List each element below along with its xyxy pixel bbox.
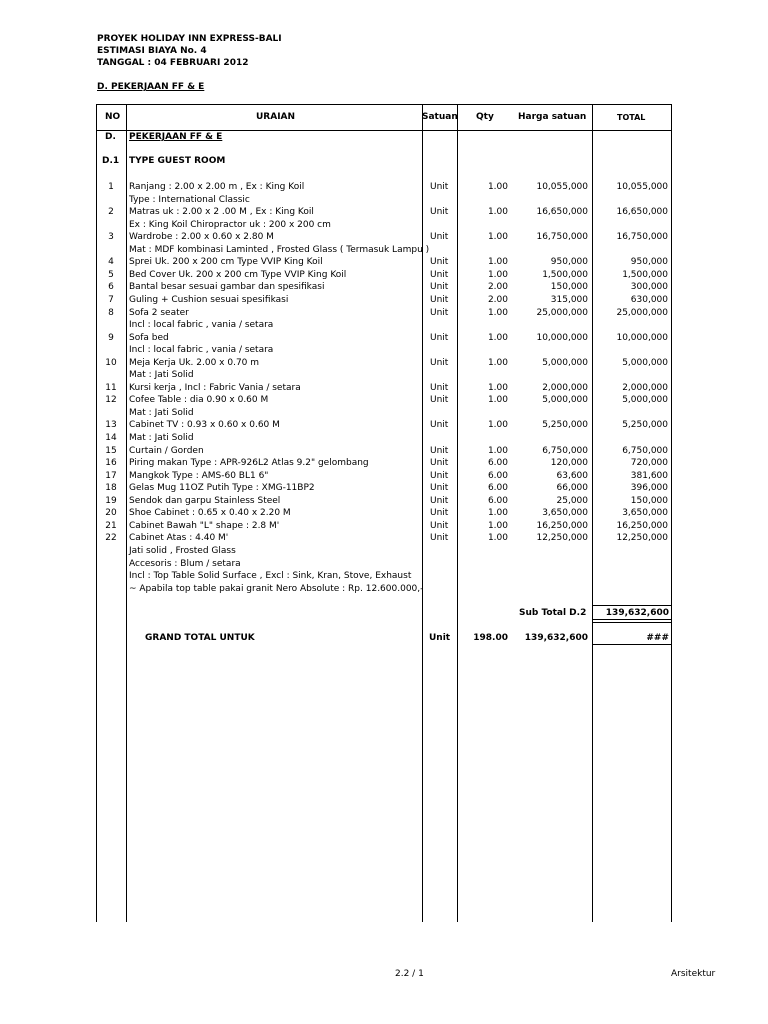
- row-price: 5,000,000: [542, 358, 588, 368]
- row-total: 16,750,000: [616, 232, 668, 242]
- row-qty: 1.00: [487, 308, 508, 318]
- row-total: 5,000,000: [622, 358, 668, 368]
- row-qty: 1.00: [487, 270, 508, 280]
- row-price: 1,500,000: [542, 270, 588, 280]
- row-price: 25,000,000: [536, 308, 588, 318]
- row-price: 66,000: [556, 483, 588, 493]
- row-no: 15: [105, 446, 117, 456]
- row-unit: Unit: [430, 508, 449, 518]
- subtotal-top-line: [593, 605, 671, 606]
- table-header-border: [96, 130, 672, 131]
- row-qty: 1.00: [487, 383, 508, 393]
- row-total: 6,750,000: [622, 446, 668, 456]
- row-no: 13: [105, 420, 117, 430]
- row-unit: Unit: [430, 232, 449, 242]
- row-price: 63,600: [556, 471, 588, 481]
- row-unit: Unit: [430, 521, 449, 531]
- col-header-harga: Harga satuan: [518, 112, 587, 122]
- row-description: Mat : Jati Solid: [129, 408, 194, 418]
- section-title: PEKERJAAN FF & E: [129, 132, 223, 142]
- row-description: Mat : Jati Solid: [129, 433, 194, 443]
- row-description: Cabinet TV : 0.93 x 0.60 x 0.60 M: [129, 420, 280, 430]
- row-total: 3,650,000: [622, 508, 668, 518]
- row-qty: 1.00: [487, 395, 508, 405]
- row-no: 2: [108, 207, 114, 217]
- row-qty: 2.00: [487, 295, 508, 305]
- row-qty: 6.00: [487, 483, 508, 493]
- row-description: Wardrobe : 2.00 x 0.60 x 2.80 M: [129, 232, 274, 242]
- row-description: Incl : local fabric , vania / setara: [129, 345, 274, 355]
- row-qty: 1.00: [487, 333, 508, 343]
- row-qty: 1.00: [487, 521, 508, 531]
- row-price: 12,250,000: [536, 533, 588, 543]
- row-price: 120,000: [550, 458, 588, 468]
- row-unit: Unit: [430, 533, 449, 543]
- row-price: 6,750,000: [542, 446, 588, 456]
- row-total: 720,000: [630, 458, 668, 468]
- row-description: Sendok dan garpu Stainless Steel: [129, 496, 281, 506]
- row-qty: 1.00: [487, 257, 508, 267]
- row-description: Sofa 2 seater: [129, 308, 189, 318]
- subtotal-value: 139,632,600: [605, 608, 669, 618]
- row-price: 16,650,000: [536, 207, 588, 217]
- row-price: 10,055,000: [536, 182, 588, 192]
- row-unit: Unit: [430, 420, 449, 430]
- row-description: Cofee Table : dia 0.90 x 0.60 M: [129, 395, 269, 405]
- estimate-date: TANGGAL : 04 FEBRUARI 2012: [97, 58, 249, 68]
- row-description: Meja Kerja Uk. 2.00 x 0.70 m: [129, 358, 260, 368]
- section-no: D.: [105, 132, 116, 142]
- row-unit: Unit: [430, 358, 449, 368]
- row-no: 20: [105, 508, 117, 518]
- row-unit: Unit: [430, 395, 449, 405]
- row-unit: Unit: [430, 295, 449, 305]
- row-no: 10: [105, 358, 117, 368]
- row-description: Sprei Uk. 200 x 200 cm Type VVIP King Koil: [129, 257, 323, 267]
- row-description: Piring makan Type : APR-926L2 Atlas 9.2" gelombang: [129, 458, 369, 468]
- grand-total-unit: Unit: [429, 633, 451, 643]
- subtotal-underline-2: [593, 622, 671, 623]
- row-description: Gelas Mug 11OZ Putih Type : XMG-11BP2: [129, 483, 315, 493]
- col-divider-no: [126, 104, 127, 922]
- col-header-total: TOTAL: [617, 113, 646, 122]
- row-description: ~ Apabila top table pakai granit Nero Absolute : Rp. 12.600.000,-: [129, 584, 424, 594]
- row-qty: 1.00: [487, 446, 508, 456]
- row-price: 3,650,000: [542, 508, 588, 518]
- row-no: 7: [108, 295, 114, 305]
- row-total: 16,250,000: [616, 521, 668, 531]
- estimate-number: ESTIMASI BIAYA No. 4: [97, 46, 207, 56]
- row-no: 22: [105, 533, 117, 543]
- row-qty: 1.00: [487, 232, 508, 242]
- row-total: 950,000: [630, 257, 668, 267]
- subtotal-underline-1: [593, 619, 671, 620]
- row-unit: Unit: [430, 496, 449, 506]
- row-total: 12,250,000: [616, 533, 668, 543]
- row-description: Ex : King Koil Chiropractor uk : 200 x 200 cm: [129, 220, 331, 230]
- row-qty: 1.00: [487, 508, 508, 518]
- row-total: 630,000: [630, 295, 668, 305]
- row-total: 10,000,000: [616, 333, 668, 343]
- table-top-border: [96, 104, 672, 105]
- row-unit: Unit: [430, 483, 449, 493]
- row-price: 16,250,000: [536, 521, 588, 531]
- row-description: Curtain / Gorden: [129, 446, 204, 456]
- row-total: 300,000: [630, 282, 668, 292]
- row-price: 950,000: [550, 257, 588, 267]
- subsection-no: D.1: [102, 156, 120, 166]
- row-price: 25,000: [556, 496, 588, 506]
- row-description: Ranjang : 2.00 x 2.00 m , Ex : King Koil: [129, 182, 305, 192]
- row-description: Mat : Jati Solid: [129, 370, 194, 380]
- row-unit: Unit: [430, 333, 449, 343]
- row-no: 9: [108, 333, 114, 343]
- row-description: Kursi kerja , Incl : Fabric Vania / setara: [129, 383, 301, 393]
- row-unit: Unit: [430, 282, 449, 292]
- row-unit: Unit: [430, 270, 449, 280]
- row-description: Sofa bed: [129, 333, 169, 343]
- col-divider-uraian: [422, 104, 423, 922]
- row-qty: 1.00: [487, 533, 508, 543]
- row-description: Accesoris : Blum / setara: [129, 559, 241, 569]
- row-price: 5,000,000: [542, 395, 588, 405]
- grand-total-label: GRAND TOTAL UNTUK: [145, 633, 255, 643]
- row-unit: Unit: [430, 308, 449, 318]
- row-no: 14: [105, 433, 117, 443]
- footer-department: Arsitektur: [671, 969, 716, 979]
- row-qty: 6.00: [487, 458, 508, 468]
- row-description: Incl : local fabric , vania / setara: [129, 320, 274, 330]
- row-unit: Unit: [430, 383, 449, 393]
- grand-total-underline: [593, 644, 671, 645]
- row-qty: 1.00: [487, 182, 508, 192]
- row-description: Cabinet Atas : 4.40 M': [129, 533, 229, 543]
- row-description: Shoe Cabinet : 0.65 x 0.40 x 2.20 M: [129, 508, 291, 518]
- row-no: 12: [105, 395, 117, 405]
- col-header-no: NO: [105, 112, 121, 122]
- col-divider-harga: [592, 104, 593, 922]
- row-total: 16,650,000: [616, 207, 668, 217]
- row-no: 5: [108, 270, 114, 280]
- row-description: Type : International Classic: [129, 195, 250, 205]
- row-no: 4: [108, 257, 114, 267]
- row-total: 5,000,000: [622, 395, 668, 405]
- row-total: 25,000,000: [616, 308, 668, 318]
- row-total: 150,000: [630, 496, 668, 506]
- row-description: Incl : Top Table Solid Surface , Excl : Sink, Kran, Stove, Exhaust: [129, 571, 412, 581]
- row-price: 315,000: [550, 295, 588, 305]
- row-qty: 2.00: [487, 282, 508, 292]
- row-qty: 1.00: [487, 207, 508, 217]
- row-total: 10,055,000: [616, 182, 668, 192]
- row-no: 17: [105, 471, 117, 481]
- col-header-uraian: URAIAN: [256, 112, 296, 122]
- row-description: Guling + Cushion sesuai spesifikasi: [129, 295, 289, 305]
- subsection-title: TYPE GUEST ROOM: [129, 156, 226, 166]
- row-unit: Unit: [430, 446, 449, 456]
- row-description: Bantal besar sesuai gambar dan spesifikasi: [129, 282, 325, 292]
- row-unit: Unit: [430, 207, 449, 217]
- col-header-satuan: Satuan: [422, 112, 458, 122]
- row-no: 1: [108, 182, 114, 192]
- row-no: 18: [105, 483, 117, 493]
- row-no: 11: [105, 383, 117, 393]
- row-qty: 1.00: [487, 420, 508, 430]
- project-title: PROYEK HOLIDAY INN EXPRESS-BALI: [97, 34, 282, 44]
- row-qty: 6.00: [487, 471, 508, 481]
- row-no: 16: [105, 458, 117, 468]
- row-price: 150,000: [550, 282, 588, 292]
- row-unit: Unit: [430, 182, 449, 192]
- row-total: 1,500,000: [622, 270, 668, 280]
- row-price: 2,000,000: [542, 383, 588, 393]
- row-description: Cabinet Bawah "L" shape : 2.8 M': [129, 521, 280, 531]
- row-no: 3: [108, 232, 114, 242]
- row-no: 21: [105, 521, 117, 531]
- grand-total-qty: 198.00: [473, 633, 508, 643]
- col-header-qty: Qty: [476, 112, 494, 122]
- row-description: Mat : MDF kombinasi Laminted , Frosted Glass ( Termasuk Lampu ): [129, 245, 430, 255]
- row-description: Mangkok Type : AMS-60 BL1 6": [129, 471, 269, 481]
- subtotal-label: Sub Total D.2: [519, 608, 587, 618]
- row-unit: Unit: [430, 257, 449, 267]
- row-price: 5,250,000: [542, 420, 588, 430]
- col-divider-satuan: [457, 104, 458, 922]
- row-description: Bed Cover Uk. 200 x 200 cm Type VVIP King Koil: [129, 270, 347, 280]
- row-unit: Unit: [430, 471, 449, 481]
- row-price: 16,750,000: [536, 232, 588, 242]
- row-price: 10,000,000: [536, 333, 588, 343]
- grand-total-total: ###: [646, 633, 669, 643]
- table-right-border: [671, 104, 672, 922]
- grand-total-price: 139,632,600: [524, 633, 588, 643]
- row-no: 6: [108, 282, 114, 292]
- row-total: 396,000: [630, 483, 668, 493]
- page-number: 2.2 / 1: [395, 969, 424, 979]
- row-total: 381,600: [630, 471, 668, 481]
- row-no: 8: [108, 308, 114, 318]
- section-heading: D. PEKERJAAN FF & E: [97, 82, 205, 92]
- row-no: 19: [105, 496, 117, 506]
- row-total: 2,000,000: [622, 383, 668, 393]
- row-total: 5,250,000: [622, 420, 668, 430]
- row-unit: Unit: [430, 458, 449, 468]
- row-description: Jati solid , Frosted Glass: [129, 546, 236, 556]
- row-qty: 6.00: [487, 496, 508, 506]
- row-qty: 1.00: [487, 358, 508, 368]
- row-description: Matras uk : 2.00 x 2 .00 M , Ex : King Koil: [129, 207, 314, 217]
